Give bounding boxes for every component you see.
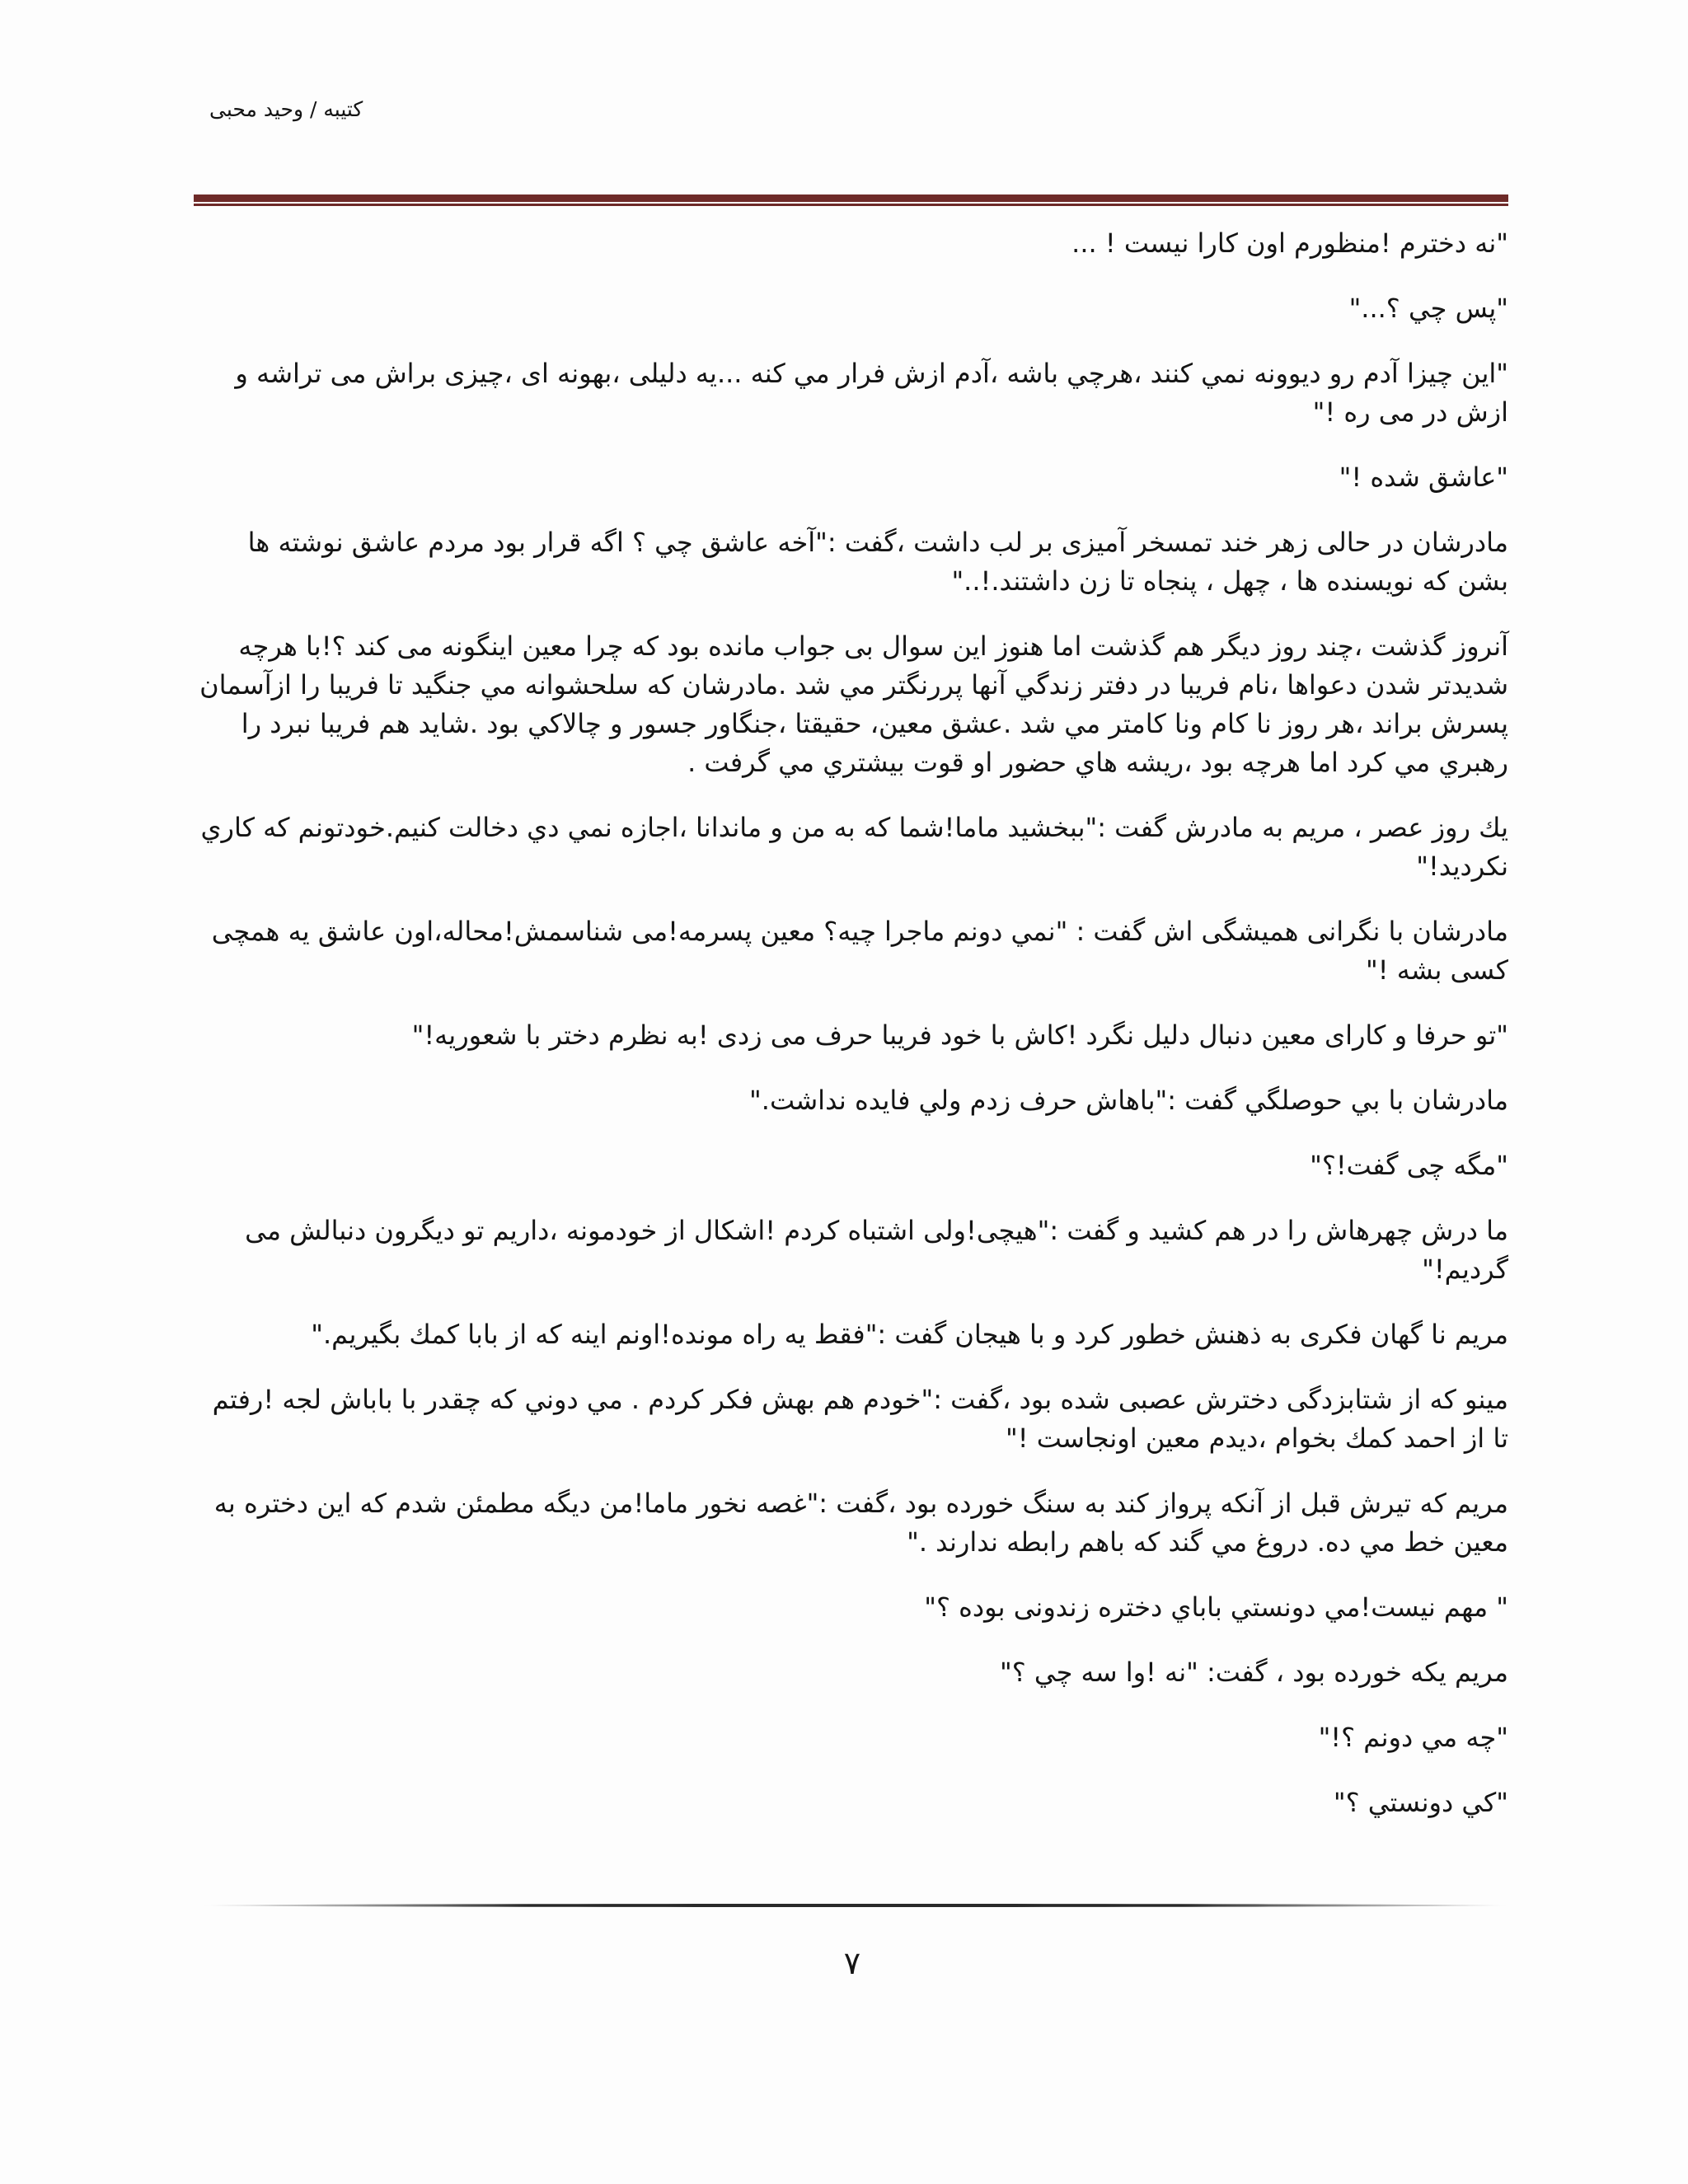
running-header: کتیبه / وحید محبی xyxy=(209,97,363,121)
body-text xyxy=(194,224,1508,1849)
paragraph: مادرشان در حالی زهر خند تمسخر آمیزی بر لب داشت ،گفت :"آخه عاشق چي ؟ اگه قرار بود مردم عاشق نوشته ها بشن که نویسنده ها ، چهل ، پنجاه تا زن داشتند.!.." xyxy=(247,527,1508,597)
page-number: ۷ xyxy=(843,1945,861,1981)
paragraph: مادرشان با بي حوصلگي گفت :"باهاش حرف زدم ولي فایده نداشت." xyxy=(749,1085,1508,1116)
footer-rule xyxy=(202,1904,1508,1907)
paragraph: مریم یکه خورده بود ، گفت: "نه !وا سه چي ؟" xyxy=(1000,1657,1508,1688)
paragraph: "مگه چی گفت!؟" xyxy=(1310,1150,1508,1181)
paragraph: "تو حرفا و کارای معین دنبال دلیل نگرد !کاش با خود فریبا حرف می زدی !به نظرم دختر با شعوریه!" xyxy=(411,1019,1508,1051)
paragraph: "کي دونستي ؟" xyxy=(1333,1787,1508,1818)
header-rule-thin xyxy=(194,204,1508,206)
paragraph: "عاشق شده !" xyxy=(1339,462,1508,493)
paragraph: " مهم نیست!مي دونستي باباي دختره زندونی بوده ؟" xyxy=(924,1591,1508,1623)
paragraph: "چه مي دونم ؟!" xyxy=(1318,1722,1508,1753)
paragraph: مریم نا گهان فکری به ذهنش خطور کرد و با هیجان گفت :"فقط یه راه مونده!اونم اینه که از بابا کمك بگیریم." xyxy=(311,1319,1508,1350)
paragraph: مادرشان با نگرانی همیشگی اش گفت : "نمي دونم ماجرا چیه؟ معین پسرمه!می شناسمش!محاله،اون عاشق یه همچی کسی بشه !" xyxy=(211,916,1508,986)
paragraph: ما درش چهرهاش را در هم کشید و گفت :"هیچی!ولی اشتباه کردم !اشکال از خودمونه ،داریم تو دیگرون دنبالش می گردیم!" xyxy=(245,1215,1508,1285)
paragraph: آنروز گذشت ،چند روز دیگر هم گذشت اما هنوز این سوال بی جواب مانده بود که چرا معین اینگونه می کند ؟!با هرچه شدیدتر شدن دعواها ،نام فریبا در دفتر زندگي آنها پررنگتر مي شد .مادرشان که سلحشوانه مي جنگید تا فریبا را ازآسمان پسرش براند ،هر روز نا کام ونا کامتر مي شد .عشق معین، حقیقتا ،جنگاور جسور و چالاکي بود .شاید هم فریبا نبرد را رهبري مي کرد اما هرچه بود ،ریشه هاي حضور او قوت بیشتري مي گرفت . xyxy=(199,630,1508,778)
paragraph: "پس چي ؟..." xyxy=(1348,293,1508,324)
header-rule xyxy=(194,194,1508,207)
paragraph: مریم که تیرش قبل از آنکه پرواز کند به سنگ خورده بود ،گفت :"غصه نخور ماما!من دیگه مطمئن شدم که این دختره به معین خط مي ده. دروغ مي گند که باهم رابطه ندارند ." xyxy=(213,1488,1508,1558)
paragraph: "نه دخترم !منظورم اون کارا نیست ! ... xyxy=(1071,227,1508,259)
paragraph: "این چیزا آدم رو دیوونه نمي کنند ،هرچي باشه ،آدم ازش فرار مي کنه ...یه دلیلی ،بهونه ای ،چیزی براش می تراشه و ازش در می ره !" xyxy=(235,358,1508,428)
header-rule-thick xyxy=(194,194,1508,202)
paragraph: یك روز عصر ، مریم به مادرش گفت :"ببخشید ماما!شما که به من و ماندانا ،اجازه نمي دي دخالت کنیم.خودتونم که کاري نکردید!" xyxy=(200,812,1508,882)
paragraph: مینو که از شتابزدگی دخترش عصبی شده بود ،گفت :"خودم هم بهش فکر کردم . مي دوني که چقدر با باباش لجه !رفتم تا از احمد کمك بخوام ،دیدم معین اونجاست !" xyxy=(212,1384,1508,1454)
